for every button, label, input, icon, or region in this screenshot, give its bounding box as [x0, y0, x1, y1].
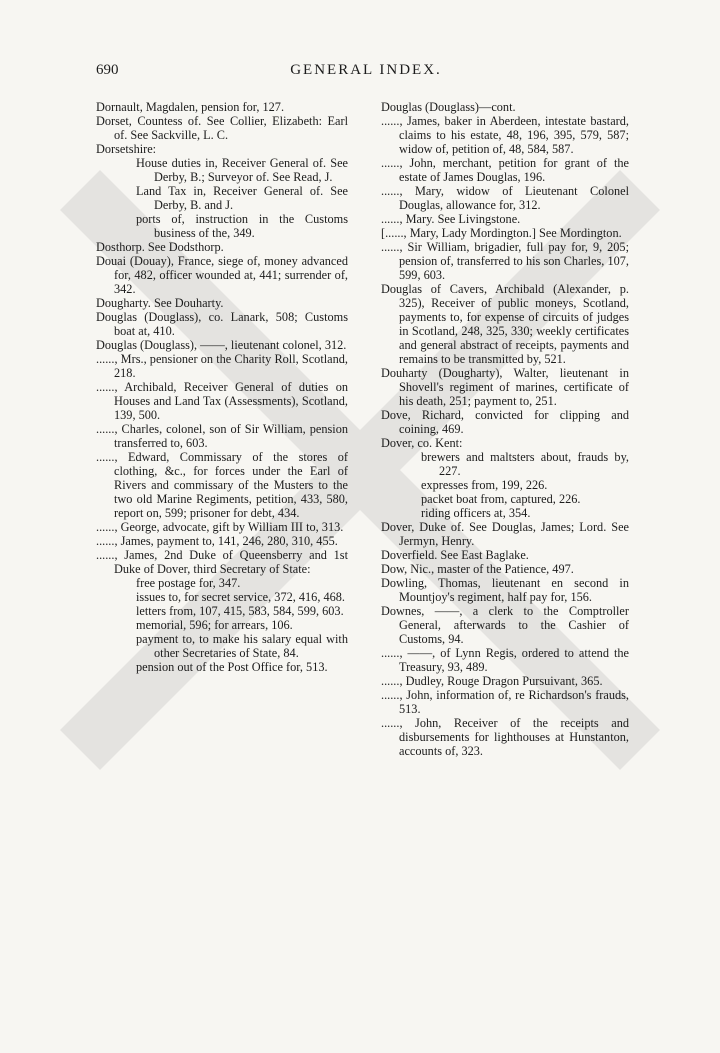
index-entry: Dowling, Thomas, lieutenant en second in Mountjoy's regiment, half pay for, 156.	[381, 576, 629, 604]
index-subentry: ports of, instruction in the Customs business of the, 349.	[136, 212, 348, 240]
index-subentry: Land Tax in, Receiver General of. See Derby, B. and J.	[136, 184, 348, 212]
index-entry: Dow, Nic., master of the Patience, 497.	[381, 562, 574, 576]
index-entry: Douglas of Cavers, Archibald (Alexander, p. 325), Receiver of public moneys, Scotland, payments to, for expense of circuits of judges in Scotland, 248, 325, 330; weekly certificates and general abstract of receipts, payments and remains to be transmitted by, 521.	[381, 282, 629, 366]
index-entry: [......, Mary, Lady Mordington.] See Mordington.	[381, 226, 622, 240]
index-entry: Dorsetshire:	[96, 142, 157, 156]
index-entry: ......, Charles, colonel, son of Sir William, pension transferred to, 603.	[96, 422, 348, 450]
index-subentry: free postage for, 347.	[136, 576, 241, 590]
index-entry: Dove, Richard, convicted for clipping and coining, 469.	[381, 408, 629, 436]
index-entry: Dougharty. See Douharty.	[96, 296, 224, 310]
index-entry: ......, John, information of, re Richardson's frauds, 513.	[381, 688, 629, 716]
index-entry: ......, Mrs., pensioner on the Charity Roll, Scotland, 218.	[96, 352, 348, 380]
index-entry: ......, Mary. See Livingstone.	[381, 212, 521, 226]
index-entry: Douglas (Douglass)—cont.	[381, 100, 516, 114]
page-header	[96, 62, 636, 82]
index-entry: ......, George, advocate, gift by William III to, 313.	[96, 520, 344, 534]
page-number: 690	[96, 62, 119, 78]
index-subentry: memorial, 596; for arrears, 106.	[136, 618, 293, 632]
index-entry: ......, ——, of Lynn Regis, ordered to attend the Treasury, 93, 489.	[381, 646, 629, 674]
index-entry: Douglas (Douglass), co. Lanark, 508; Customs boat at, 410.	[96, 310, 348, 338]
index-entry: Downes, ——, a clerk to the Comptroller General, afterwards to the Cashier of Customs, 94.	[381, 604, 629, 646]
index-entry: ......, Dudley, Rouge Dragon Pursuivant, 365.	[381, 674, 603, 688]
index-entry: Dorset, Countess of. See Collier, Elizabeth: Earl of. See Sackville, L. C.	[96, 114, 348, 142]
index-subentry: brewers and maltsters about, frauds by, 227.	[421, 450, 629, 478]
index-subentry: payment to, to make his salary equal with other Secretaries of State, 84.	[136, 632, 348, 660]
index-entry: ......, James, payment to, 141, 246, 280, 310, 455.	[96, 534, 338, 548]
index-entry: Douharty (Dougharty), Walter, lieutenant in Shovell's regiment of marines, certificate of his death, 251; payment to, 251.	[381, 366, 629, 408]
index-entry: ......, Edward, Commissary of the stores of clothing, &c., for forces under the Earl of Rivers and commissary of the Musters to the two old Marine Regiments, petition, 433, 580, report on, 599; prisoner for debt, 434.	[96, 450, 348, 520]
index-column-right	[381, 100, 629, 758]
index-entry: Doverfield. See East Baglake.	[381, 548, 529, 562]
index-entry: ......, John, merchant, petition for grant of the estate of James Douglas, 196.	[381, 156, 629, 184]
index-subentry: letters from, 107, 415, 583, 584, 599, 603.	[136, 604, 344, 618]
index-subentry: expresses from, 199, 226.	[421, 478, 548, 492]
index-entry: Douglas (Douglass), ——, lieutenant colonel, 312.	[96, 338, 347, 352]
index-entry: Douai (Douay), France, siege of, money advanced for, 482, officer wounded at, 441; surrender of, 342.	[96, 254, 348, 296]
index-subentry: issues to, for secret service, 372, 416, 468.	[136, 590, 345, 604]
index-subentry: House duties in, Receiver General of. See Derby, B.; Surveyor of. See Read, J.	[136, 156, 348, 184]
index-entry: Dover, co. Kent:	[381, 436, 463, 450]
index-entry: Dornault, Magdalen, pension for, 127.	[96, 100, 285, 114]
index-subentry: riding officers at, 354.	[421, 506, 531, 520]
index-entry: ......, Archibald, Receiver General of duties on Houses and Land Tax (Assessments), Scotland, 139, 500.	[96, 380, 348, 422]
index-column-left	[96, 100, 348, 674]
index-entry: Dosthorp. See Dodsthorp.	[96, 240, 224, 254]
index-subentry: packet boat from, captured, 226.	[421, 492, 581, 506]
index-entry: ......, Sir William, brigadier, full pay for, 9, 205; pension of, transferred to his son Charles, 107, 599, 603.	[381, 240, 629, 282]
index-entry: ......, John, Receiver of the receipts and disbursements for lighthouses at Hunstanton, accounts of, 323.	[381, 716, 629, 758]
index-entry: ......, James, 2nd Duke of Queensberry and 1st Duke of Dover, third Secretary of State:	[96, 548, 348, 576]
index-entry: ......, Mary, widow of Lieutenant Colonel Douglas, allowance for, 312.	[381, 184, 629, 212]
index-entry: ......, James, baker in Aberdeen, intestate bastard, claims to his estate, 48, 196, 395, 579, 587; widow of, petition of, 48, 584, 587.	[381, 114, 629, 156]
running-title: GENERAL INDEX.	[290, 62, 442, 78]
index-entry: Dover, Duke of. See Douglas, James; Lord. See Jermyn, Henry.	[381, 520, 629, 548]
index-subentry: pension out of the Post Office for, 513.	[136, 660, 328, 674]
